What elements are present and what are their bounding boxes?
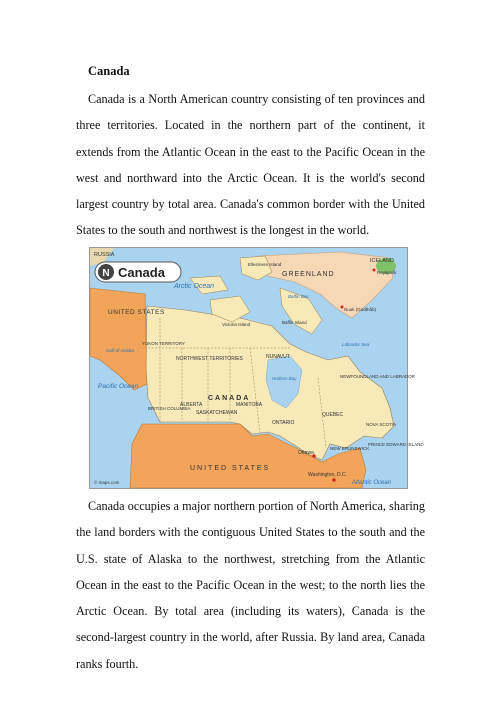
label-labrador-sea: Labrador Sea xyxy=(342,342,370,347)
label-yukon: YUKON TERRITORY xyxy=(142,341,186,346)
label-nunavut: NUNAVUT xyxy=(266,354,290,360)
label-hudson-bay: Hudson Bay xyxy=(272,376,297,381)
label-nwt: NORTHWEST TERRITORIES xyxy=(176,356,243,362)
label-atlantic-ocean: Atlantic Ocean xyxy=(352,480,392,486)
reykjavik-dot xyxy=(373,269,376,272)
label-russia: RUSSIA xyxy=(94,252,115,258)
label-iceland: ICELAND xyxy=(370,258,394,264)
label-quebec: QUEBEC xyxy=(322,412,344,418)
map-title: Canada xyxy=(118,265,165,280)
label-arctic-ocean: Arctic Ocean xyxy=(174,283,215,290)
north-arrow-icon: N xyxy=(102,268,110,279)
label-manitoba: MANITOBA xyxy=(236,402,263,408)
label-alberta: ALBERTA xyxy=(180,402,203,408)
label-greenland: GREENLAND xyxy=(282,271,335,278)
canada-map xyxy=(89,247,424,489)
washington-dot xyxy=(332,478,336,482)
map-credit: © maps.com xyxy=(94,480,120,485)
label-united-states-nw: UNITED STATES xyxy=(108,309,165,316)
paragraph-intro: Canada is a North American country consisting of ten provinces and three territories. Located in the northern part of the continent, it extends from the Atlantic Ocean in the east to the Pacific Ocean in the west and northward into the Arctic Ocean. It is the world's second largest country by total area. Canada's common border with the United States to the south and northwest is the longest in the world. xyxy=(76,92,425,238)
label-nuuk: Nuuk (Godthåb) xyxy=(344,307,377,312)
label-united-states-s: UNITED STATES xyxy=(190,465,271,472)
label-saskatchewan: SASKATCHEWAN xyxy=(196,410,238,416)
label-gulf-alaska: Gulf of Alaska xyxy=(106,348,134,353)
label-newfoundland: NEWFOUNDLAND AND LABRADOR xyxy=(340,374,416,379)
label-victoria-island: Victoria Island xyxy=(222,322,251,327)
label-canada: CANADA xyxy=(208,395,251,402)
label-bc: BRITISH COLUMBIA xyxy=(148,406,191,411)
label-reykjavik: Reykjavík xyxy=(377,270,397,275)
label-pacific-ocean: Pacific Ocean xyxy=(98,383,139,390)
document-title: Canada xyxy=(88,64,130,78)
label-baffin-bay: Baffin Bay xyxy=(288,294,309,299)
label-nova-scotia: NOVA SCOTIA xyxy=(366,422,397,427)
label-ontario: ONTARIO xyxy=(272,420,295,426)
label-pei: PRINCE EDWARD ISLAND xyxy=(368,442,424,447)
label-ottawa: Ottawa xyxy=(298,450,314,456)
label-baffin-island: Baffin Island xyxy=(282,320,307,325)
paragraph-geography: Canada occupies a major northern portion of North America, sharing the land borders with the contiguous United States to the south and the U.S. state of Alaska to the northwest, stretching from the Atlantic Ocean in the east to the Pacific Ocean in the west; to the north lies the Arctic Ocean. By total area (including its waters), Canada is the second-largest country in the world, after Russia. By land area, Canada ranks fourth. xyxy=(76,499,425,671)
map-title-badge xyxy=(95,262,181,282)
label-ellesmere: Ellesmere Island xyxy=(248,262,282,267)
label-new-brunswick: NEW BRUNSWICK xyxy=(330,446,370,451)
map-graphic xyxy=(90,248,424,488)
label-washington: Washington, D.C. xyxy=(308,472,347,478)
